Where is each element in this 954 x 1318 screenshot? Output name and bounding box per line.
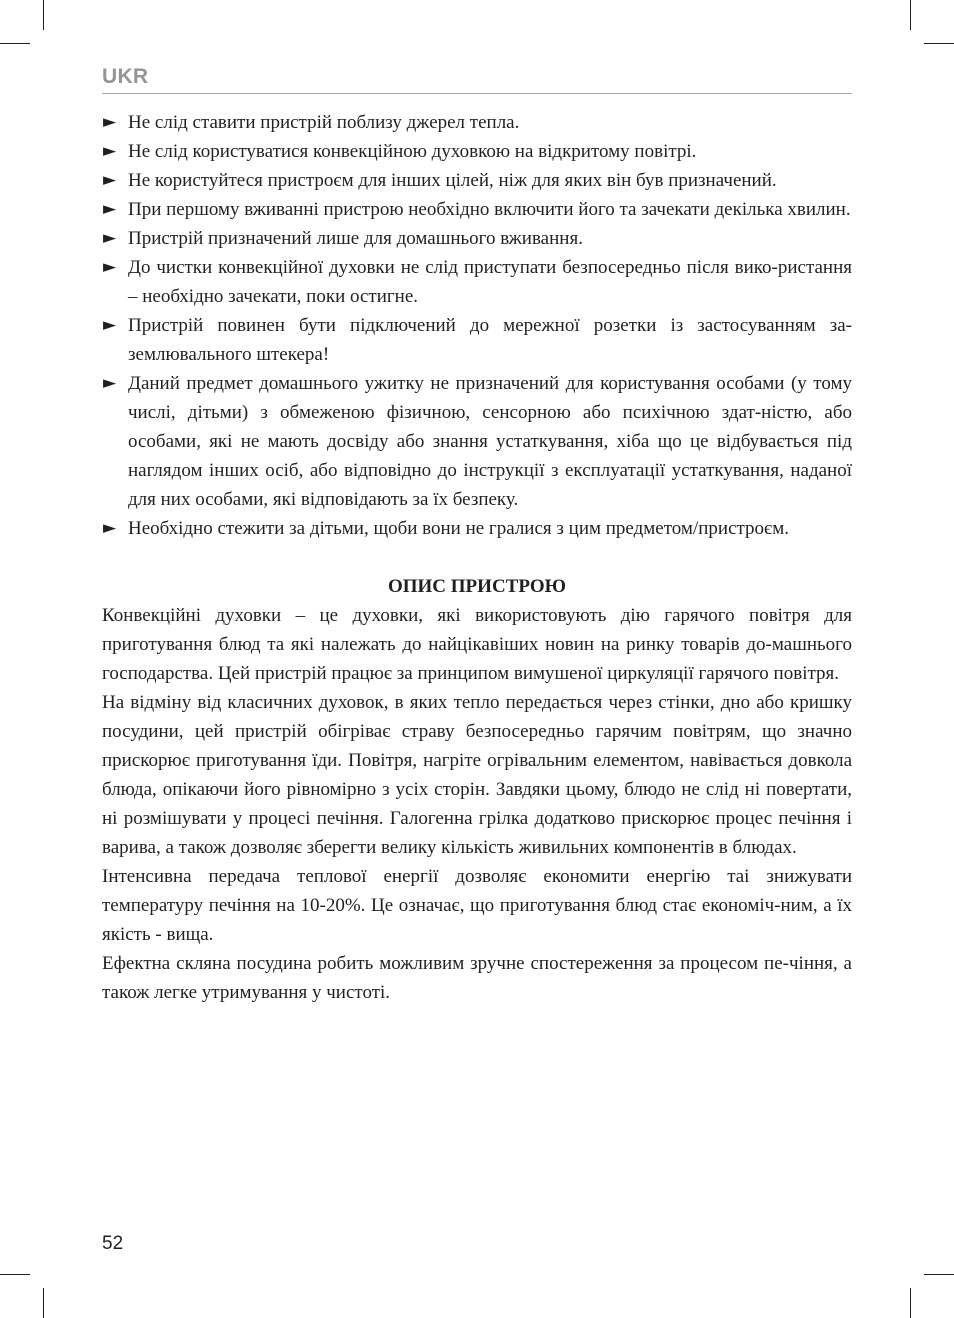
list-item: [102, 108, 852, 137]
list-item: [102, 311, 852, 369]
list-item: [102, 369, 852, 514]
section-paragraph: На відміну від класичних духовок, в яких тепло передається через стінки, дно або кришку посудини, цей пристрій обігріває страву безпосередньо гарячим повітрям, що значно прискорює приготування їди. Повітря, нагріте огрівальним елементом, навівається довкола блюда, опікаючи його рівномірно з усіх сторін. Завдяки цьому, блюдо не слід ні повертати, ні розмішувати у процесі печіння. Галогенна грілка додатково прискорює процес печіння і варива, а також дозволяє зберегти велику кількість живильних компонентів в блюдах.: [102, 692, 852, 858]
list-item: [102, 137, 852, 166]
page-number: 52: [102, 1233, 124, 1254]
bullet-arrow-icon: ►: [103, 373, 117, 393]
crop-mark-top-right-vertical: [910, 0, 911, 30]
bullet-arrow-icon: ►: [103, 228, 117, 248]
crop-mark-top-right-horizontal: [924, 43, 954, 44]
page-content: [102, 108, 852, 1007]
bullet-arrow-icon: ►: [103, 257, 117, 277]
list-item: [102, 224, 852, 253]
section-paragraph: Ефектна скляна посудина робить можливим зручне спостереження за процесом пе-чіння, а також легке утримування у чистоті.: [102, 953, 852, 1003]
list-item: [102, 166, 852, 195]
crop-mark-bottom-right-horizontal: [924, 1274, 954, 1275]
section-title: ОПИС ПРИСТРОЮ: [387, 576, 567, 597]
crop-mark-top-left-vertical: [43, 0, 44, 30]
bullet-arrow-icon: ►: [103, 518, 117, 538]
crop-mark-bottom-left-horizontal: [0, 1274, 30, 1275]
warnings-list: [102, 108, 852, 543]
bullet-arrow-icon: ►: [103, 112, 117, 132]
bullet-arrow-icon: ►: [103, 199, 117, 219]
list-item-text: Не слід користуватися конвекційною духовкою на відкритому повітрі.: [128, 141, 697, 162]
list-item: [102, 253, 852, 311]
list-item: [102, 195, 852, 224]
header-divider: [102, 93, 852, 94]
crop-mark-top-left-horizontal: [0, 43, 30, 44]
list-item: [102, 514, 852, 543]
section-paragraph: Інтенсивна передача теплової енергії дозволяє економити енергію таі знижувати температуру печіння на 10-20%. Це означає, що приготування блюд стає економіч-ним, а їх якість - вища.: [102, 866, 852, 945]
list-item-text: Даний предмет домашнього ужитку не призначений для користування особами (у тому числі, дітьми) з обмеженою фізичною, сенсорною або психічною здат-ністю, або особами, які не мають досвіду або знання устаткування, хіба що це відбувається під наглядом інших осіб, або відповідно до інструкції з експлуатації устаткування, наданої для них особами, які відповідають за їх безпеку.: [128, 373, 852, 510]
list-item-text: При першому вживанні пристрою необхідно включити його та зачекати декілька хвилин.: [128, 199, 851, 220]
crop-mark-bottom-right-vertical: [910, 1288, 911, 1318]
list-item-text: Не користуйтеся пристроєм для інших цілей, ніж для яких він був призначений.: [128, 170, 777, 191]
list-item-text: До чистки конвекційної духовки не слід приступати безпосередньо після вико-ристання – необхідно зачекати, поки остигне.: [128, 257, 852, 307]
list-item-text: Необхідно стежити за дітьми, щоби вони не гралися з цим предметом/пристроєм.: [128, 518, 789, 539]
list-item-text: Пристрій повинен бути підключений до мережної розетки із застосуванням за-землювального штекера!: [128, 315, 852, 365]
list-item-text: Пристрій призначений лише для домашнього вживання.: [128, 228, 583, 249]
bullet-arrow-icon: ►: [103, 315, 117, 335]
bullet-arrow-icon: ►: [103, 170, 117, 190]
crop-mark-bottom-left-vertical: [43, 1288, 44, 1318]
section-paragraph: Конвекційні духовки – це духовки, які використовують дію гарячого повітря для приготування блюд та які належать до найцікавіших новин на ринку товарів до-машнього господарства. Цей пристрій працює за принципом вимушеної циркуляції гарячого повітря.: [102, 605, 852, 684]
page-header: [102, 64, 852, 90]
list-item-text: Не слід ставити пристрій поблизу джерел тепла.: [128, 112, 520, 133]
bullet-arrow-icon: ►: [103, 141, 117, 161]
language-label: UKR: [102, 65, 149, 88]
